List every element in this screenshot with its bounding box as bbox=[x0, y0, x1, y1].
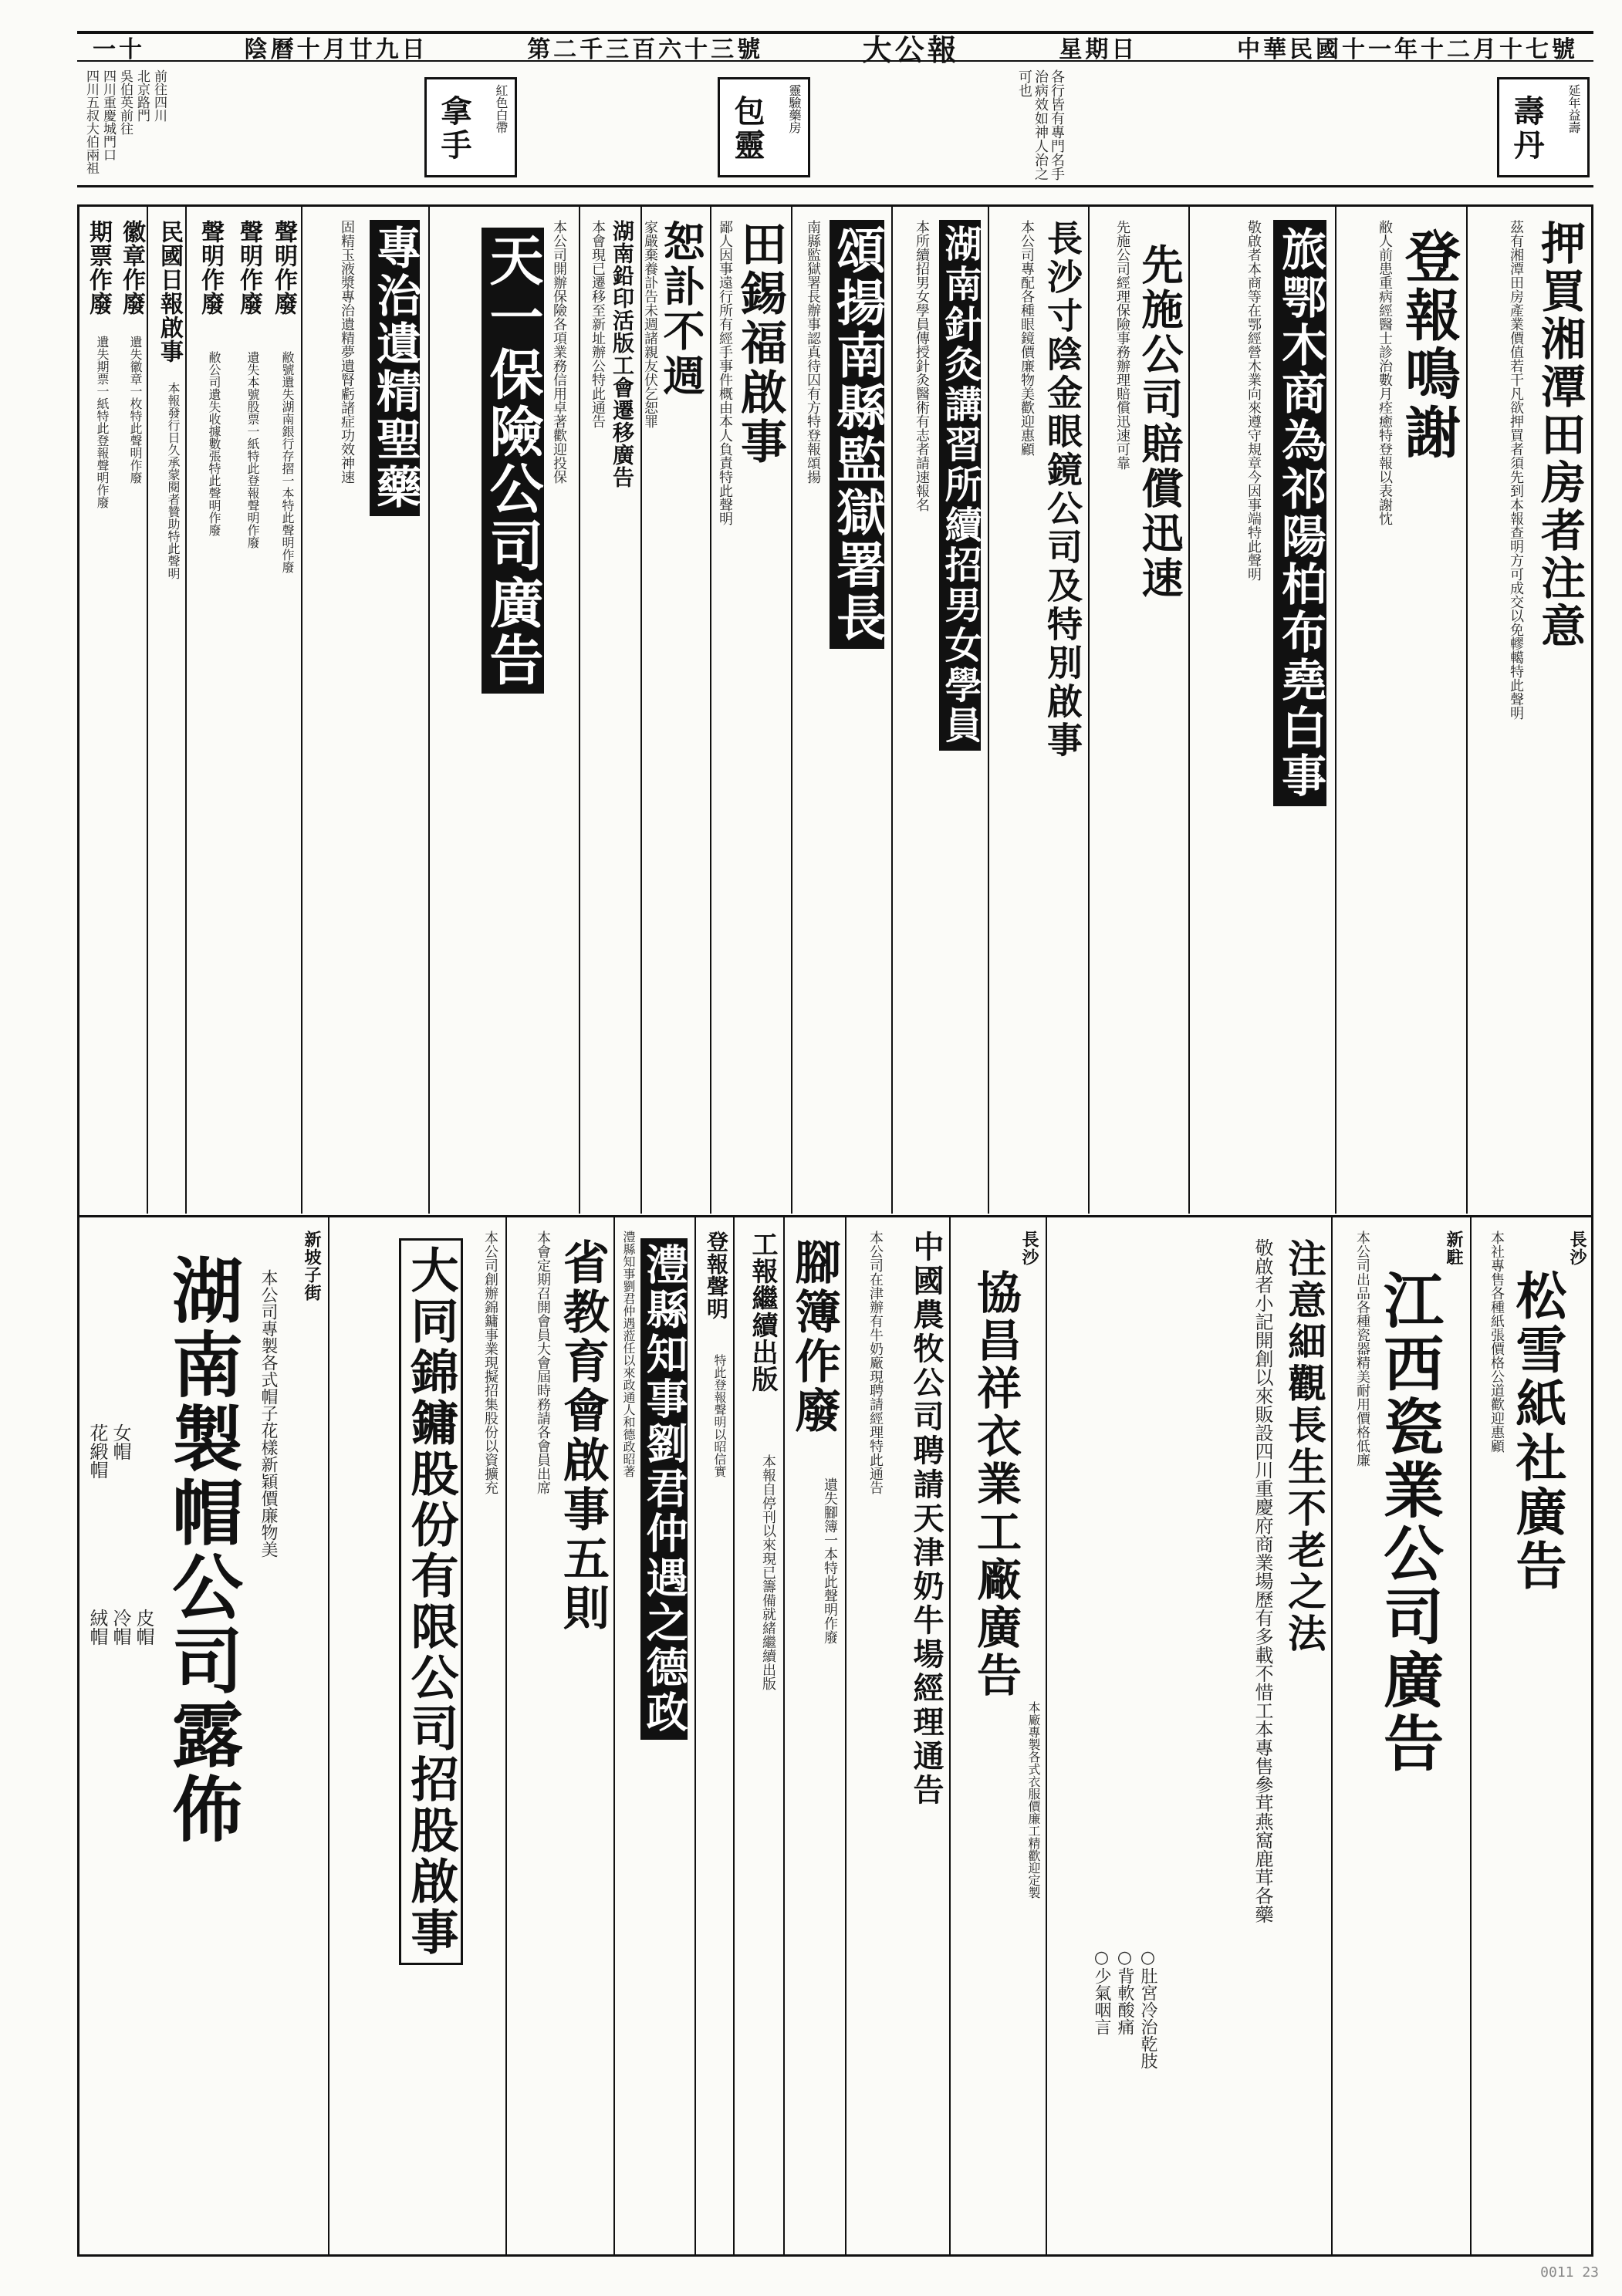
ad-lvhu-title: 旅鄂木商為祁陽柏布堯白事 bbox=[1273, 220, 1326, 806]
strip-note-5: 前往四川 bbox=[151, 69, 167, 122]
middle-divider bbox=[77, 1215, 1593, 1217]
shou-tag: 延年益壽 bbox=[1566, 84, 1581, 133]
ad-shengming-3-body: 敝公司遺失收據數張特此聲明作廢 bbox=[207, 351, 221, 536]
ad-lvhu-body: 敬啟者本商等在鄂經營木業向來遵守規章今因事端特此聲明 bbox=[1245, 220, 1262, 581]
masthead-issue-no: 第二千三百六十三號 bbox=[527, 36, 764, 63]
ad-songxue-body: 本社專售各種紙張價格公道歡迎惠顧 bbox=[1489, 1231, 1505, 1453]
ad-jiaoyu bbox=[509, 1223, 610, 2249]
ad-yijing bbox=[305, 212, 424, 1207]
lingshi-ad bbox=[718, 77, 810, 177]
ad-minguo-body: 本報發行日久承蒙閱者贊助特此聲明 bbox=[166, 382, 181, 579]
ad-zhuyi-item-3: ○少氣咽言 bbox=[1092, 1948, 1111, 2035]
ad-xiechang-body: 本廠專製各式衣服價廉工精歡迎定製 bbox=[1026, 1701, 1041, 1899]
name-hand-ad bbox=[424, 77, 517, 177]
ad-jiaoyu-title: 省教育會啟事五則 bbox=[556, 1238, 610, 1633]
ad-changsha-body: 本公司專配各種眼鏡價廉物美歡迎惠顧 bbox=[1019, 220, 1035, 456]
ad-minguo-title: 民國日報啟事 bbox=[156, 220, 183, 363]
ad-xiangtan-title: 押買湘潭田房者注意 bbox=[1533, 220, 1586, 650]
ad-tianyi-title: 天一保險公司廣告 bbox=[482, 228, 545, 694]
ad-xiangtan bbox=[1470, 212, 1586, 1207]
ad-jiangxi bbox=[1335, 1223, 1466, 2249]
ad-songyang bbox=[795, 212, 887, 1207]
ad-qianhuo bbox=[583, 212, 637, 1207]
masthead-weekday: 星期日 bbox=[1059, 36, 1138, 63]
ad-shuji-title: 恕訃不週 bbox=[657, 220, 706, 399]
ad-gongbao bbox=[737, 1223, 779, 2249]
ad-xiangtan-body: 茲有湘潭田房產業價值若干凡欲押買者須先到本報查明方可成交以免轇轕特此聲明 bbox=[1508, 220, 1524, 720]
lingshi-text: 各行皆有專門名手治病效如神人治之可也 bbox=[1016, 69, 1065, 181]
ad-nongmu-body: 本公司在津辦有牛奶廠現聘請經理特此通告 bbox=[867, 1231, 884, 1494]
ad-piaoqi-body: 遺失期票一紙特此登報聲明作廢 bbox=[95, 336, 110, 508]
ad-songyang-title: 頌揚南縣監獄署長 bbox=[830, 220, 884, 649]
name-hand-tag: 紅色白帶 bbox=[494, 84, 509, 133]
ad-shuji-body: 家嚴棄養訃告未週諸親友伏乞恕罪 bbox=[642, 220, 658, 428]
ad-minguo bbox=[150, 212, 183, 1207]
ad-tianyi-body: 本公司開辦保險各項業務信用卓著歡迎投保 bbox=[551, 220, 567, 484]
ad-songyang-body: 南縣監獄署長辦事認真待囚有方特登報頌揚 bbox=[805, 220, 821, 484]
ad-shengming-2 bbox=[228, 212, 262, 1207]
ad-nongmu bbox=[849, 1223, 945, 2249]
ad-tianxi-body: 鄙人因事遠行所有經手事件概由本人負責特此聲明 bbox=[717, 220, 733, 525]
ad-jiaobo bbox=[787, 1223, 841, 2249]
strip-note-3: 吳伯英前往 bbox=[117, 69, 133, 135]
ad-piaoqi-title: 期票作廢 bbox=[85, 220, 112, 316]
ad-zhenjiu bbox=[895, 212, 984, 1207]
masthead-lunar-date: 陰曆十月廿九日 bbox=[244, 36, 428, 63]
ad-dengbao-body: 敝人前患重病經醫士診治數月痊癒特登報以表謝忱 bbox=[1377, 220, 1393, 525]
ad-datong-body: 本公司創辦錦鏞事業現擬招集股份以資擴充 bbox=[482, 1231, 498, 1494]
ad-shengming-2-title: 聲明作廢 bbox=[235, 220, 262, 316]
ad-huizhang-title: 徽章作廢 bbox=[118, 220, 145, 316]
ad-tianyi bbox=[432, 212, 575, 1207]
ad-songxue-title: 松雪紙社廣告 bbox=[1507, 1269, 1567, 1593]
ad-zhenjiu-body: 本所續招男女學員傳授針灸醫術有志者請速報名 bbox=[914, 220, 930, 512]
ad-liling-title: 澧縣知事劉君仲遇之德政 bbox=[640, 1238, 688, 1740]
ad-tianxi bbox=[714, 212, 787, 1207]
ad-lvhu bbox=[1192, 212, 1331, 1207]
ad-zhimao-body: 本公司專製各式帽子花樣新穎價廉物美 bbox=[259, 1269, 278, 1558]
ad-zhimao-title: 湖南製帽公司露佈 bbox=[161, 1254, 244, 1846]
shou-title: 壽丹 bbox=[1509, 95, 1545, 163]
ad-jiaobo-body: 遺失腳簿一本特此聲明作廢 bbox=[822, 1477, 838, 1644]
ad-zhimao-tag: 新坡子街 bbox=[302, 1231, 322, 1302]
ad-dengji bbox=[698, 1223, 729, 2249]
masthead-paper-name: 大公報 bbox=[862, 32, 960, 67]
ad-shuji bbox=[644, 212, 706, 1207]
masthead bbox=[77, 31, 1593, 67]
ad-tianxi-title: 田錫福啟事 bbox=[733, 220, 787, 467]
shou-ad bbox=[1497, 77, 1590, 177]
ad-jiaoyu-body: 本會定期召開會員大會屆時務請各會員出席 bbox=[535, 1231, 551, 1494]
ad-datong-title: 大同錦鏞股份有限公司招股啟事 bbox=[399, 1238, 463, 1965]
ad-zhuyi bbox=[1049, 1223, 1327, 2249]
ad-shengming-3 bbox=[189, 212, 224, 1207]
ad-zhenjiu-title: 湖南針灸講習所續招男女學員 bbox=[939, 220, 981, 751]
ad-zhimao bbox=[81, 1223, 324, 2249]
ad-songxue-tag: 長沙 bbox=[1567, 1231, 1587, 1266]
top-ad-strip bbox=[77, 69, 1593, 187]
ad-zhuyi-title: 注意細觀長生不老之法 bbox=[1282, 1238, 1327, 1655]
ad-jiangxi-body: 本公司出品各種瓷器精美耐用價格低廉 bbox=[1354, 1231, 1370, 1467]
ad-zhuyi-item-1: ○肚宮冷治乾肢 bbox=[1138, 1948, 1157, 2069]
ad-gongbao-title: 工報繼續出版 bbox=[747, 1231, 778, 1393]
ad-jiaobo-title: 腳簿作廢 bbox=[787, 1238, 841, 1436]
ad-xianshi bbox=[1092, 212, 1184, 1207]
masthead-page-mark: 一十 bbox=[93, 36, 145, 63]
ad-piaoqi bbox=[81, 212, 112, 1207]
ad-dengji-body: 特此登報聲明以昭信實 bbox=[712, 1354, 727, 1477]
ad-zhuyi-body: 敬啟者小記開創以來販設四川重慶府商業場歷有多載不惜工本專售參茸燕窩鹿茸各藥 bbox=[1252, 1238, 1273, 1923]
ad-datong bbox=[332, 1223, 502, 2249]
name-hand-title: 拿手 bbox=[436, 95, 472, 163]
ad-xianshi-title: 先施公司賠償迅速 bbox=[1135, 243, 1184, 601]
strip-note-4: 北京路門 bbox=[134, 69, 150, 122]
ad-shengming-1-title: 聲明作廢 bbox=[270, 220, 297, 316]
ad-zhimao-item-5: 皮帽 bbox=[133, 1609, 154, 1646]
ad-huizhang bbox=[116, 212, 145, 1207]
ad-zhimao-item-4: 冷帽 bbox=[110, 1609, 131, 1646]
ad-liling-body: 澧縣知事劉君仲遇蒞任以來政通人和德政昭著 bbox=[621, 1231, 636, 1477]
ad-shengming-1-body: 敝號遺失湖南銀行存摺一本特此聲明作廢 bbox=[280, 351, 295, 573]
ad-changsha-title: 長沙寸陰金眼鏡公司及特別啟事 bbox=[1042, 220, 1083, 760]
ad-qianhuo-title: 湖南鉛印活版工會遷移廣告 bbox=[610, 220, 635, 488]
strip-note-1: 四川五叔大伯兩祖 bbox=[83, 69, 99, 174]
ad-dengbao-title: 登報鳴謝 bbox=[1396, 228, 1461, 462]
ad-yijing-body: 固精玉液漿專治遺精夢遺腎虧諸症功效神速 bbox=[339, 220, 355, 484]
ad-xianshi-body: 先施公司經理保險事務辦理賠償迅速可靠 bbox=[1114, 220, 1130, 470]
ad-shengming-3-title: 聲明作廢 bbox=[197, 220, 224, 316]
ad-qianhuo-body: 本會現已遷移至新址辦公特此通告 bbox=[590, 220, 606, 428]
ad-shengming-1 bbox=[266, 212, 297, 1207]
ad-xiechang-tag: 長沙 bbox=[1019, 1231, 1039, 1266]
ad-nongmu-title: 中國農牧公司聘請天津奶牛場經理通告 bbox=[908, 1231, 944, 1808]
ad-zhimao-item-1: 花緞帽 bbox=[86, 1423, 108, 1479]
ad-huizhang-body: 遺失徽章一枚特此聲明作廢 bbox=[128, 336, 143, 484]
ad-zhuyi-item-2: ○背軟酸痛 bbox=[1115, 1948, 1134, 2035]
ad-dengji-title: 登報聲明 bbox=[704, 1231, 729, 1320]
ad-yijing-title: 專治遺精聖藥 bbox=[370, 220, 420, 516]
masthead-date: 中華民國十一年十二月十七號 bbox=[1236, 36, 1578, 63]
ad-dengbao bbox=[1339, 212, 1462, 1207]
ad-xiechang-title: 協昌祥衣業工廠廣告 bbox=[969, 1269, 1022, 1700]
ad-songxue bbox=[1474, 1223, 1590, 2249]
strip-note-2: 四川重慶城門口 bbox=[100, 69, 116, 161]
ad-jiangxi-title: 江西瓷業公司廣告 bbox=[1374, 1269, 1444, 1775]
ad-gongbao-body: 本報自停刊以來現已籌備就緒繼續出版 bbox=[760, 1454, 776, 1690]
ad-xiechang bbox=[953, 1223, 1042, 2249]
lingshi-tag: 靈驗藥房 bbox=[787, 84, 802, 133]
ad-changsha bbox=[992, 212, 1084, 1207]
ad-zhimao-item-3: 絨帽 bbox=[86, 1609, 108, 1646]
ad-liling bbox=[617, 1223, 691, 2249]
lingshi-title: 包靈 bbox=[729, 95, 765, 163]
archive-mark: 0011 23 bbox=[1540, 2264, 1599, 2281]
ad-jiangxi-tag: 新駐 bbox=[1444, 1231, 1464, 1266]
ad-zhimao-item-2: 女帽 bbox=[110, 1423, 131, 1460]
ad-shengming-2-body: 遺失本號股票一紙特此登報聲明作廢 bbox=[245, 351, 260, 549]
